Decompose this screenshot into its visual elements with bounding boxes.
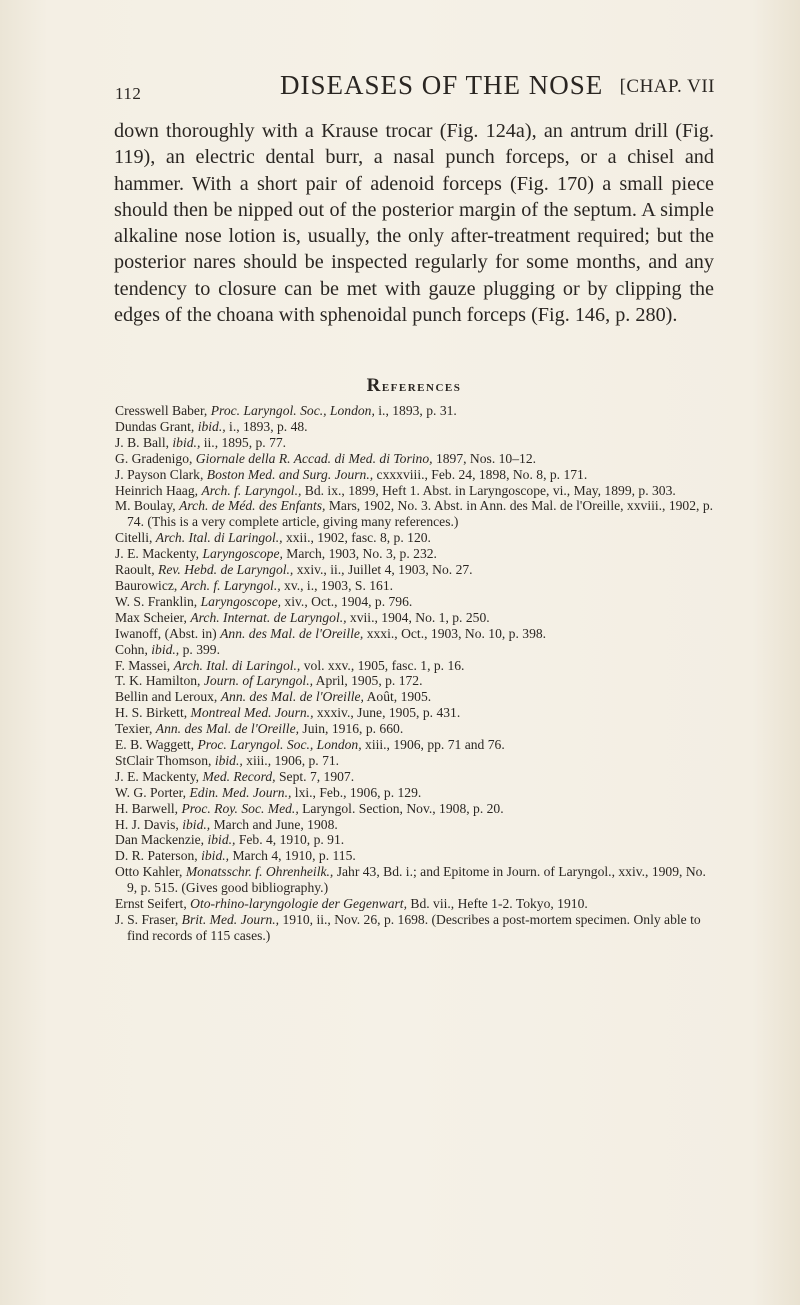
reference-author: J. Payson Clark, [115, 466, 207, 482]
reference-source: Proc. Roy. Soc. Med., [181, 800, 299, 816]
reference-entry [115, 864, 715, 896]
reference-details: Juin, 1916, p. 660. [299, 721, 404, 737]
reference-author: Raoult, [115, 562, 159, 578]
reference-source: Ann. des Mal. de l'Oreille, [220, 625, 364, 641]
reference-details: lxi., Feb., 1906, p. 129. [291, 784, 422, 800]
reference-author: H. S. Birkett, [115, 705, 191, 721]
reference-details: Laryngol. Section, Nov., 1908, p. 20. [298, 800, 504, 816]
reference-author: W. S. Franklin, [115, 593, 201, 609]
reference-author: J. E. Mackenty, [115, 546, 203, 562]
reference-source: Rev. Hebd. de Laryngol., [158, 562, 294, 578]
reference-source: Arch. Ital. di Laringol., [155, 530, 283, 546]
reference-source: ibid., [197, 418, 226, 434]
reference-details: Bd. vii., Hefte 1-2. Tokyo, 1910. [406, 896, 588, 912]
reference-details: ii., 1895, p. 77. [200, 434, 287, 450]
running-head [115, 70, 715, 110]
reference-author: Dan Mackenzie, [115, 832, 208, 848]
references-heading: References [366, 375, 462, 396]
reference-author: J. E. Mackenty, [115, 768, 203, 784]
reference-author: Dundas Grant, [115, 418, 198, 434]
reference-entry [115, 801, 715, 817]
reference-source: Montreal Med. Journ., [190, 705, 314, 721]
reference-entry [115, 912, 715, 944]
reference-details: p. 399. [179, 641, 220, 657]
reference-entry [115, 737, 715, 753]
reference-details: March 4, 1910, p. 115. [229, 848, 356, 864]
reference-entry [115, 626, 715, 642]
reference-source: Ann. des Mal. de l'Oreille, [155, 721, 299, 737]
page-number: 112 [115, 84, 142, 103]
reference-entry [115, 451, 715, 467]
reference-source: ibid., [207, 832, 236, 848]
reference-author: E. B. Waggett, [115, 737, 198, 753]
reference-details: Bd. ix., 1899, Heft 1. Abst. in Laryngoscope, vi., May, 1899, p. 303. [301, 482, 676, 498]
reference-author: Texier, [115, 721, 156, 737]
reference-author: Bellin and Leroux, [115, 689, 221, 705]
reference-author: H. Barwell, [115, 800, 182, 816]
reference-source: Proc. Laryngol. Soc., London, [210, 403, 375, 418]
reference-author: F. Massei, [115, 657, 174, 673]
reference-entry [115, 658, 715, 674]
reference-entry [115, 419, 715, 435]
reference-author: Citelli, [115, 530, 156, 546]
reference-entry [115, 721, 715, 737]
reference-entry [115, 673, 715, 689]
reference-details: 1910, ii., Nov. 26, p. 1698. (Describes a post-mortem specimen. Only able to find records of 115 cases.) [127, 912, 701, 943]
reference-author: Cresswell Baber, [115, 403, 211, 418]
reference-author: Iwanoff, (Abst. in) [115, 625, 221, 641]
reference-details: i., 1893, p. 31. [374, 403, 457, 418]
reference-source: Med. Record, [202, 768, 276, 784]
reference-entry [115, 705, 715, 721]
reference-entry [115, 848, 715, 864]
reference-source: ibid., [201, 848, 230, 864]
reference-author: Heinrich Haag, [115, 482, 202, 498]
reference-details: xxiv., ii., Juillet 4, 1903, No. 27. [293, 562, 473, 578]
reference-source: Brit. Med. Journ., [181, 912, 280, 927]
reference-entry [115, 610, 715, 626]
reference-author: Ernst Seifert, [115, 896, 191, 912]
reference-entry [115, 785, 715, 801]
reference-details: Sept. 7, 1907. [275, 768, 355, 784]
reference-author: StClair Thomson, [115, 752, 215, 768]
reference-entry [115, 769, 715, 785]
reference-details: xiii., 1906, pp. 71 and 76. [361, 737, 505, 753]
reference-details: April, 1905, p. 172. [313, 673, 423, 689]
reference-entry [115, 689, 715, 705]
reference-entry [115, 530, 715, 546]
reference-author: G. Gradenigo, [115, 450, 196, 466]
reference-source: Arch. Ital. di Laringol., [173, 657, 301, 673]
reference-source: Laryngoscope, [200, 593, 282, 609]
reference-details: 1897, Nos. 10–12. [432, 450, 537, 466]
reference-author: H. J. Davis, [115, 816, 183, 832]
reference-author: Otto Kahler, [115, 864, 186, 880]
reference-source: Oto-rhino-laryngologie der Gegenwart, [190, 896, 407, 912]
reference-details: i., 1893, p. 48. [225, 418, 308, 434]
reference-source: Arch. de Méd. des Enfants, [179, 498, 326, 514]
reference-details: Feb. 4, 1910, p. 91. [235, 832, 345, 848]
reference-author: J. B. Ball, [115, 434, 173, 450]
reference-entry [115, 483, 715, 499]
reference-entry [115, 578, 715, 594]
reference-details: xvii., 1904, No. 1, p. 250. [346, 609, 490, 625]
reference-source: Arch. Internat. de Laryngol., [190, 609, 347, 625]
reference-entry [115, 753, 715, 769]
reference-author: D. R. Paterson, [115, 848, 202, 864]
reference-details: xv., i., 1903, S. 161. [280, 577, 394, 593]
reference-source: Arch. f. Laryngol., [180, 577, 281, 593]
reference-source: Arch. f. Laryngol., [201, 482, 302, 498]
reference-entry [115, 562, 715, 578]
reference-details: Jahr 43, Bd. i.; and Epitome in Journ. of Laryngol., xxiv., 1909, No. 9, p. 515. (Gives good bibliography.) [127, 864, 706, 896]
reference-entry [115, 817, 715, 833]
reference-details: cxxxviii., Feb. 24, 1898, No. 8, p. 171. [373, 466, 588, 482]
body-paragraph: down thoroughly with a Krause trocar (Fig. 124a), an antrum drill (Fig. 119), an electric dental burr, a nasal punch forceps, or a chisel and hammer. With a short pair of adenoid forceps (Fig. 170) a small piece should then be nipped out of the posterior margin of the septum. A simple alkaline nose lotion is, usually, the only after-treatment required; but the posterior nares should be inspected regularly for some months, and any tendency to closure can be met with gauze plugging or by clipping the edges of the choana with sphenoidal punch forceps (Fig. 146, p. 280). [114, 120, 714, 327]
references-list [115, 403, 715, 944]
reference-details: March and June, 1908. [210, 816, 338, 832]
reference-details: xxii., 1902, fasc. 8, p. 120. [282, 530, 431, 546]
reference-entry [115, 498, 715, 530]
reference-author: W. G. Porter, [115, 784, 190, 800]
reference-source: Giornale della R. Accad. di Med. di Torino, [195, 450, 433, 466]
reference-entry [115, 832, 715, 848]
reference-source: Edin. Med. Journ., [189, 784, 292, 800]
reference-details: Mars, 1902, No. 3. Abst. in Ann. des Mal. de l'Oreille, xxviii., 1902, p. 74. (This is a very complete article, giving many references.) [127, 498, 714, 530]
reference-entry [115, 642, 715, 658]
reference-details: vol. xxv., 1905, fasc. 1, p. 16. [300, 657, 465, 673]
reference-source: ibid., [214, 752, 243, 768]
reference-source: Journ. of Laryngol., [203, 673, 313, 689]
reference-entry [115, 896, 715, 912]
reference-author: T. K. Hamilton, [115, 673, 204, 689]
running-title: DISEASES OF THE NOSE [280, 70, 604, 100]
reference-details: xiv., Oct., 1904, p. 796. [281, 593, 413, 609]
reference-source: Boston Med. and Surg. Journ., [206, 466, 374, 482]
reference-source: ibid., [172, 434, 201, 450]
reference-source: Ann. des Mal. de l'Oreille, [220, 689, 364, 705]
reference-details: xxxiv., June, 1905, p. 431. [313, 705, 461, 721]
reference-source: Proc. Laryngol. Soc., London, [197, 737, 362, 753]
reference-details: Août, 1905. [363, 689, 432, 705]
reference-author: M. Boulay, [115, 498, 180, 514]
reference-author: Max Scheier, [115, 609, 191, 625]
reference-entry [115, 467, 715, 483]
reference-details: March, 1903, No. 3, p. 232. [282, 546, 437, 562]
reference-details: xxxi., Oct., 1903, No. 10, p. 398. [363, 625, 547, 641]
reference-entry [115, 435, 715, 451]
reference-entry [115, 546, 715, 562]
reference-author: J. S. Fraser, [115, 912, 182, 927]
reference-author: Cohn, [115, 641, 152, 657]
reference-source: Laryngoscope, [202, 546, 283, 562]
chapter-label: [CHAP. VII [619, 76, 715, 97]
reference-entry [115, 403, 715, 419]
reference-details: xiii., 1906, p. 71. [242, 752, 340, 768]
reference-author: Baurowicz, [115, 577, 181, 593]
reference-source: Monatsschr. f. Ohrenheilk., [185, 864, 334, 880]
reference-source: ibid., [182, 816, 211, 832]
reference-entry [115, 594, 715, 610]
reference-source: ibid., [151, 641, 180, 657]
